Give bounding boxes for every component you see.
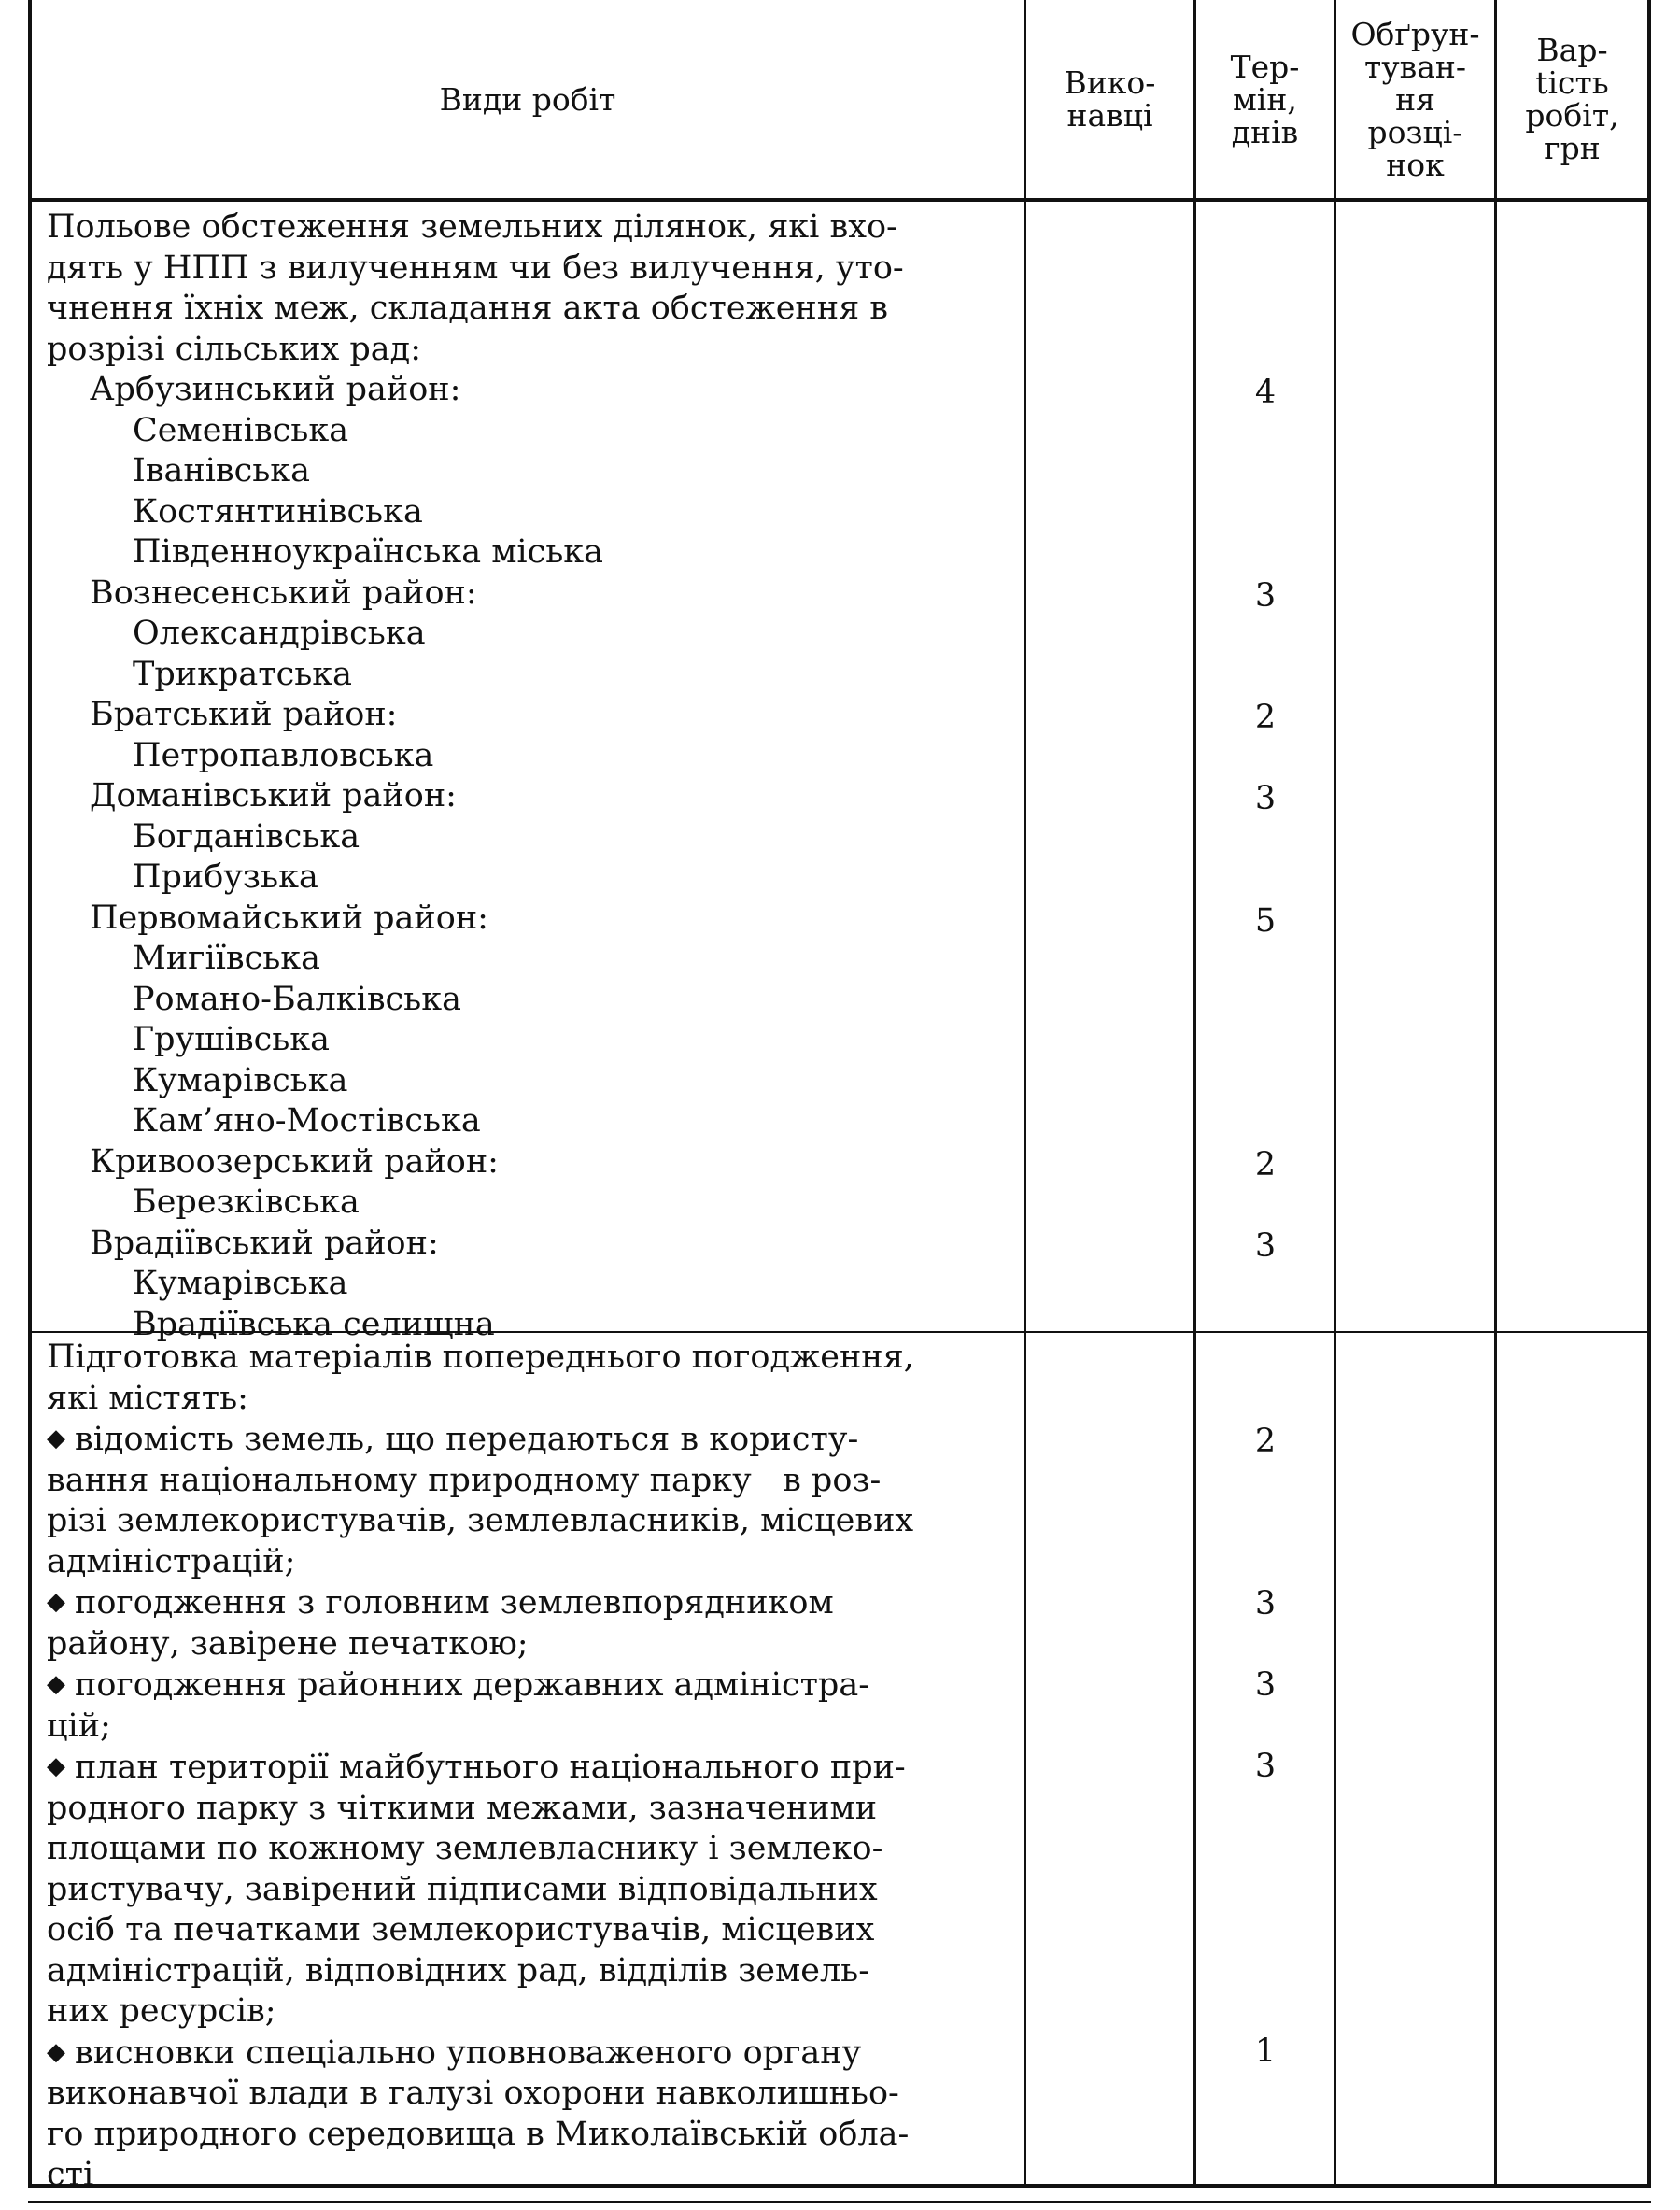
bullet-item-line: [47, 1747, 1018, 1789]
line-text: Романо-Балківська: [133, 980, 461, 1018]
line-text: Підготовка матеріалів попереднього погодження,: [47, 1339, 914, 1376]
line-text: Грушівська: [133, 1021, 331, 1058]
district-line: [47, 1142, 1018, 1183]
council-line: [47, 1061, 1018, 1102]
line-text: Березківська: [133, 1183, 360, 1221]
bullet-item-line: [47, 1665, 1018, 1707]
line-text: які містять:: [47, 1379, 248, 1417]
text-line: [47, 1829, 1018, 1870]
line-text: площами по кожному землевласнику і землеко-: [47, 1830, 883, 1867]
line-text: погодження районних державних адміністра-: [75, 1666, 870, 1704]
district-line: [47, 1224, 1018, 1265]
text-line: [47, 207, 1018, 248]
text-line: [47, 1542, 1018, 1583]
line-text: Доманівський район:: [90, 777, 457, 815]
line-text: розрізі сільських рад:: [47, 330, 421, 368]
council-line: [47, 939, 1018, 980]
line-text: різі землекористувачів, землевласників, місцевих: [47, 1502, 914, 1539]
header-executors: Вико- навці: [1064, 64, 1156, 134]
line-text: Південноукраїнська міська: [133, 533, 604, 571]
term-days-value: 2: [1254, 1423, 1277, 1460]
bullet-item-line: [47, 1419, 1018, 1461]
term-days-value: 3: [1254, 1585, 1277, 1622]
line-text: виконавчої влади в галузі охорони навколишньо-: [47, 2075, 899, 2112]
column-divider: [1193, 0, 1196, 2188]
header-term: Тер- мін, днів: [1230, 48, 1300, 150]
text-line: [47, 1338, 1018, 1379]
text-line: [47, 1951, 1018, 1992]
column-divider: [1024, 0, 1026, 2188]
term-days-value: 3: [1254, 1748, 1277, 1785]
text-line: [47, 2155, 1018, 2196]
text-line: [47, 1910, 1018, 1951]
line-text: Арбузинський район:: [90, 371, 461, 408]
column-divider: [1334, 0, 1336, 2188]
section-field-survey: [47, 207, 1018, 1345]
text-line: [47, 248, 1018, 290]
term-days-value: 5: [1254, 901, 1277, 940]
district-line: [47, 574, 1018, 615]
text-line: [47, 330, 1018, 371]
line-text: чнення їхніх меж, складання акта обстеження в: [47, 290, 888, 327]
district-line: [47, 899, 1018, 940]
text-line: [47, 2074, 1018, 2115]
term-days-value: 2: [1254, 1145, 1277, 1183]
district-line: [47, 695, 1018, 736]
line-text: Кумарівська: [133, 1061, 348, 1099]
line-text: Мигіївська: [133, 940, 320, 977]
term-days-value: 2: [1254, 699, 1277, 736]
line-text: Первомайський район:: [90, 899, 488, 937]
line-text: них ресурсів;: [47, 1992, 276, 2030]
diamond-bullet-icon: ◆: [47, 1752, 65, 1780]
text-line: [47, 1501, 1018, 1542]
text-line: [47, 1624, 1018, 1665]
district-line: [47, 370, 1018, 411]
text-line: [47, 1789, 1018, 1830]
line-text: вання національному природному парку в роз-: [47, 1461, 882, 1499]
text-line: [47, 1707, 1018, 1748]
line-text: Олександрівська: [133, 615, 426, 652]
council-line: [47, 411, 1018, 452]
council-line: [47, 1020, 1018, 1061]
diamond-bullet-icon: ◆: [47, 2037, 65, 2066]
header-justification: Обґрун- туван- ня розці- нок: [1350, 15, 1480, 183]
text-line: [47, 1379, 1018, 1420]
council-line: [47, 1101, 1018, 1142]
line-text: Врадіївська селищна: [133, 1305, 495, 1343]
header-cost: Вар- tість робіт, грн: [1525, 32, 1619, 166]
bullet-item-line: [47, 1582, 1018, 1624]
term-days-value: 3: [1254, 576, 1277, 615]
bottom-rule: [28, 2201, 1651, 2203]
line-text: родного парку з чіткими межами, зазначеними: [47, 1789, 878, 1827]
line-text: Кривоозерський район:: [90, 1142, 499, 1181]
term-days-value: 3: [1254, 1666, 1277, 1704]
line-text: Вознесенський район:: [90, 574, 477, 612]
line-text: го природного середовища в Миколаївській обла-: [47, 2115, 910, 2153]
council-line: [47, 736, 1018, 777]
line-text: Польове обстеження земельних ділянок, які вхо-: [47, 208, 897, 246]
header-works: Види робіт: [439, 80, 616, 118]
text-line: [47, 1870, 1018, 1911]
council-line: [47, 492, 1018, 533]
line-text: Прибузька: [133, 858, 318, 896]
line-text: Петропавловська: [133, 736, 434, 774]
line-text: Іванівська: [133, 452, 311, 489]
line-text: відомість земель, що передаються в користу-: [75, 1421, 859, 1458]
diamond-bullet-icon: ◆: [47, 1588, 65, 1616]
text-line: [47, 1991, 1018, 2033]
council-line: [47, 980, 1018, 1021]
diamond-bullet-icon: ◆: [47, 1424, 65, 1452]
bullet-item-line: [47, 2033, 1018, 2075]
line-text: Врадіївський район:: [90, 1224, 439, 1262]
line-text: осіб та печатками землекористувачів, місцевих: [47, 1911, 875, 1948]
line-text: Костянтинівська: [133, 492, 423, 531]
line-text: Братський район:: [90, 696, 398, 733]
council-line: [47, 817, 1018, 858]
line-text: Трикратська: [133, 655, 352, 693]
section-preliminary-approval: [47, 1338, 1018, 2196]
district-line: [47, 776, 1018, 817]
line-text: цій;: [47, 1707, 111, 1745]
term-days-value: 1: [1254, 2032, 1277, 2070]
council-line: [47, 655, 1018, 696]
diamond-bullet-icon: ◆: [47, 1670, 65, 1698]
line-text: дять у НПП з вилученням чи без вилучення, уто-: [47, 248, 904, 287]
council-line: [47, 1183, 1018, 1224]
line-text: ристувачу, завірений підписами відповідальних: [47, 1870, 878, 1908]
line-text: Семенівська: [133, 411, 349, 449]
text-line: [47, 1461, 1018, 1502]
term-days-value: 4: [1254, 374, 1277, 411]
line-text: план території майбутнього національного при-: [75, 1749, 906, 1786]
line-text: Кумарівська: [133, 1265, 348, 1302]
council-line: [47, 532, 1018, 574]
line-text: адміністрацій, відповідних рад, відділів земель-: [47, 1951, 870, 1990]
term-days-value: 3: [1254, 780, 1277, 817]
council-line: [47, 1264, 1018, 1305]
council-line: [47, 614, 1018, 655]
line-text: погодження з головним землевпорядником: [75, 1584, 834, 1622]
line-text: сті: [47, 2156, 94, 2193]
text-line: [47, 289, 1018, 330]
line-text: адміністрацій;: [47, 1542, 296, 1580]
line-text: Богданівська: [133, 817, 360, 856]
text-line: [47, 2115, 1018, 2156]
line-text: району, завірене печаткою;: [47, 1624, 529, 1663]
line-text: Кам’яно-Мостівська: [133, 1102, 481, 1140]
column-divider: [1494, 0, 1497, 2188]
council-line: [47, 857, 1018, 899]
header-divider: [28, 198, 1651, 202]
council-line: [47, 451, 1018, 492]
term-days-value: 3: [1254, 1226, 1277, 1265]
line-text: висновки спеціально уповноваженого органу: [75, 2033, 862, 2072]
